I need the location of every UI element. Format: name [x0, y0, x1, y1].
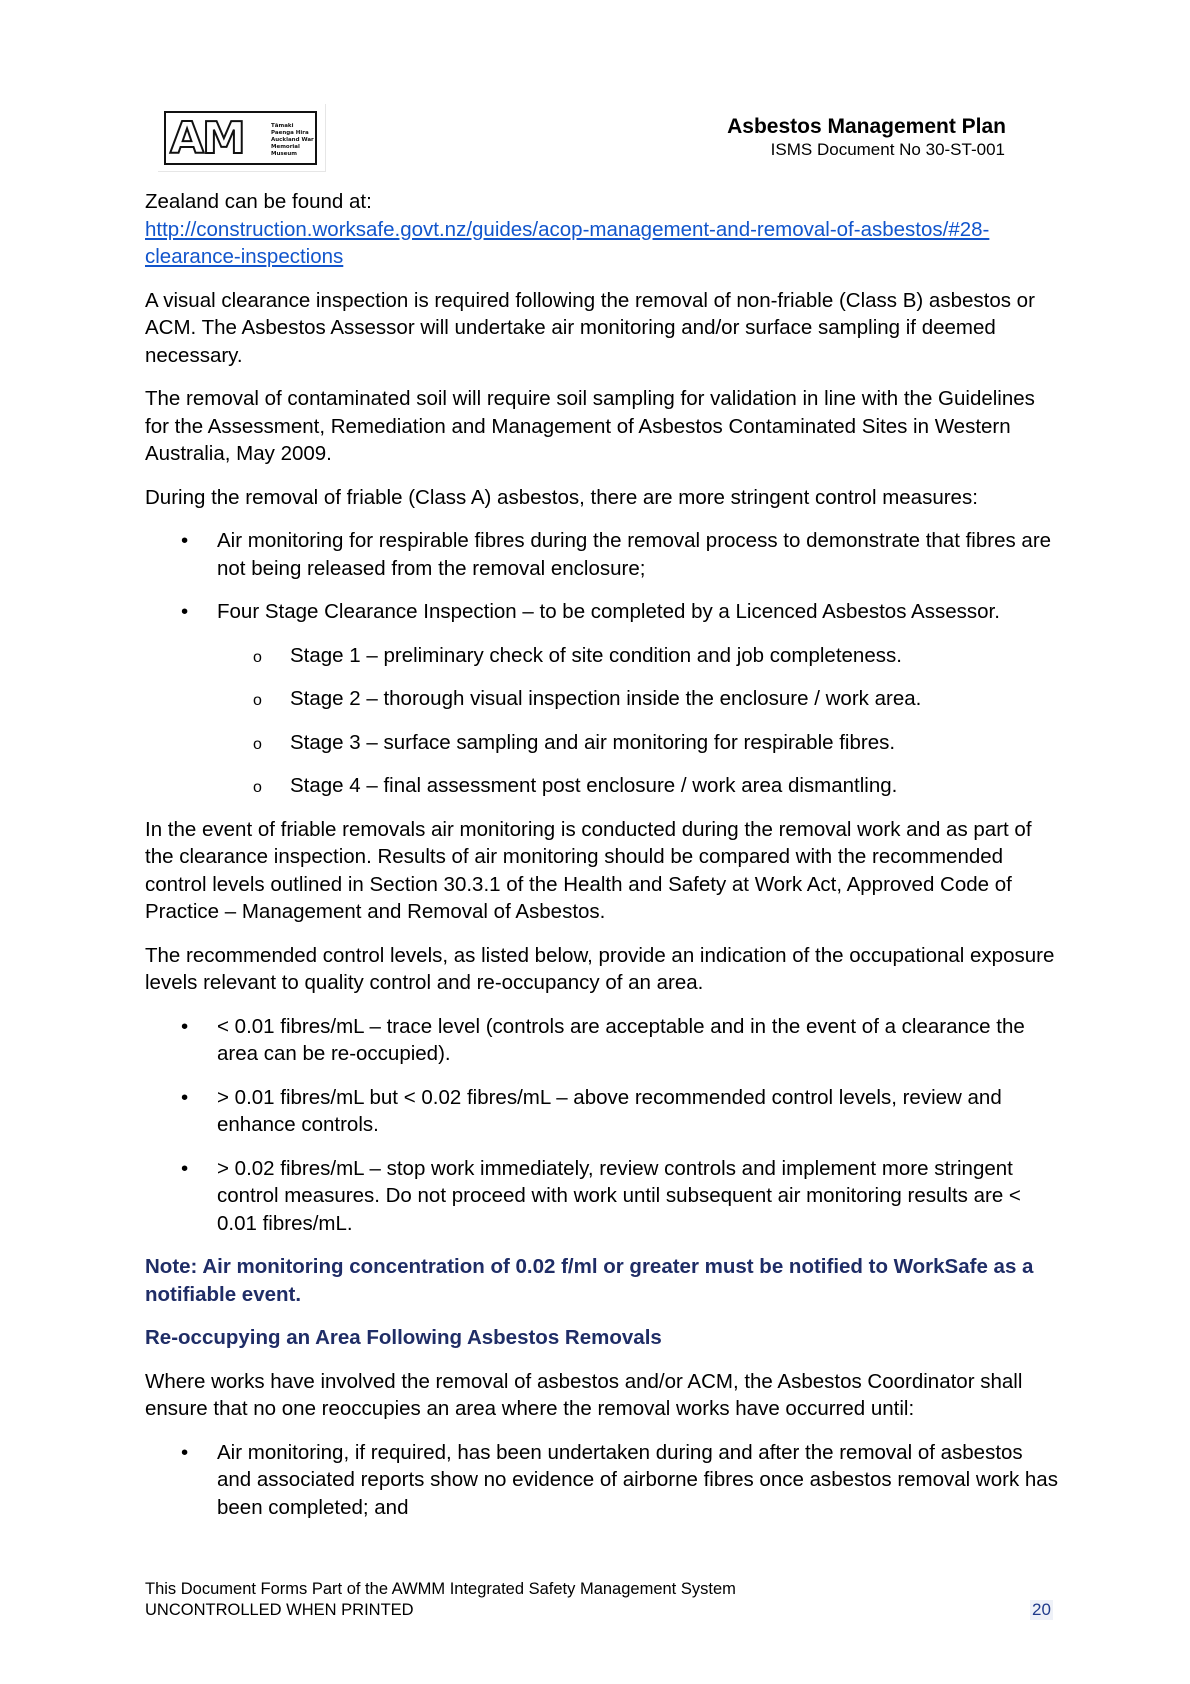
list-item: • > 0.02 fibres/mL – stop work immediately, review controls and implement more stringent control measures. Do not proceed with work until subsequent air monitoring results are < 0.01 fibres/mL.: [145, 1155, 1060, 1238]
section-heading: Re-occupying an Area Following Asbestos Removals: [145, 1326, 662, 1349]
list-item: • Four Stage Clearance Inspection – to be completed by a Licenced Asbestos Assessor.: [145, 598, 1060, 626]
footer-uncontrolled-note: UNCONTROLLED WHEN PRINTED: [145, 1601, 414, 1619]
paragraph-control-levels: The recommended control levels, as listed below, provide an indication of the occupational exposure levels relevant to quality control and re-occupancy of an area.: [145, 943, 1055, 994]
notification-note: Note: Air monitoring concentration of 0.02 f/ml or greater must be notified to WorkSafe as a notifiable event.: [145, 1255, 1034, 1306]
footer-system-note: This Document Forms Part of the AWMM Integrated Safety Management System: [145, 1580, 736, 1598]
paragraph-reoccupying: Where works have involved the removal of asbestos and/or ACM, the Asbestos Coordinator shall ensure that no one reoccupies an area where the removal works have occurred until:: [145, 1369, 1023, 1420]
list-item: o Stage 3 – surface sampling and air monitoring for respirable fibres.: [145, 729, 1060, 757]
paragraph-friable-removal: During the removal of friable (Class A) asbestos, there are more stringent control measures:: [145, 485, 978, 509]
list-item: o Stage 4 – final assessment post enclosure / work area dismantling.: [145, 772, 1060, 800]
logo-letters: AM: [170, 113, 244, 164]
paragraph-air-monitoring: In the event of friable removals air monitoring is conducted during the removal work and as part of the clearance inspection. Results of air monitoring should be compared with the recommended control levels outlined in Section 30.3.1 of the Health and Safety at Work Act, Approved Code of Practice – Management and Removal of Asbestos.: [145, 817, 1032, 923]
control-levels-list: [145, 1013, 1060, 1238]
intro-text: Zealand can be found at:: [145, 190, 372, 213]
clearance-stage-list: [145, 642, 1060, 800]
document-title: Asbestos Management Plan: [727, 115, 1006, 138]
list-item: o Stage 2 – thorough visual inspection inside the enclosure / work area.: [145, 685, 1060, 713]
page-number: 20: [1032, 1600, 1051, 1619]
list-item: • Air monitoring for respirable fibres during the removal process to demonstrate that fibres are not being released from the removal enclosure;: [145, 527, 1060, 582]
list-item: • > 0.01 fibres/mL but < 0.02 fibres/mL – above recommended control levels, review and enhance controls.: [145, 1084, 1060, 1139]
intro-paragraph: [145, 188, 1060, 271]
friable-control-list: [145, 527, 1060, 626]
page-footer: [145, 1579, 736, 1621]
logo-text: Tāmaki Paenga Hira Auckland War Memorial Museum: [271, 123, 314, 157]
list-item: • < 0.01 fibres/mL – trace level (controls are acceptable and in the event of a clearance the area can be re-occupied).: [145, 1013, 1060, 1068]
museum-logo: [158, 104, 326, 172]
list-item: • Air monitoring, if required, has been undertaken during and after the removal of asbestos and associated reports show no evidence of airborne fibres once asbestos removal work has been completed; and: [145, 1439, 1060, 1522]
list-item: o Stage 1 – preliminary check of site condition and job completeness.: [145, 642, 1060, 670]
main-content: [145, 188, 1060, 1537]
worksafe-link[interactable]: http://construction.worksafe.govt.nz/guides/acop-management-and-removal-of-asbestos/#28-clearance-inspections: [145, 217, 990, 268]
logo-frame: [164, 111, 317, 165]
document-number: ISMS Document No 30-ST-001: [770, 140, 1005, 159]
paragraph-visual-clearance: A visual clearance inspection is required following the removal of non-friable (Class B) asbestos or ACM. The Asbestos Assessor will undertake air monitoring and/or surface sampling if deemed necessary.: [145, 288, 1035, 367]
paragraph-contaminated-soil: The removal of contaminated soil will require soil sampling for validation in line with the Guidelines for the Assessment, Remediation and Management of Asbestos Contaminated Sites in Western Australia, May 2009.: [145, 387, 1035, 465]
reoccupy-conditions-list: [145, 1439, 1060, 1522]
